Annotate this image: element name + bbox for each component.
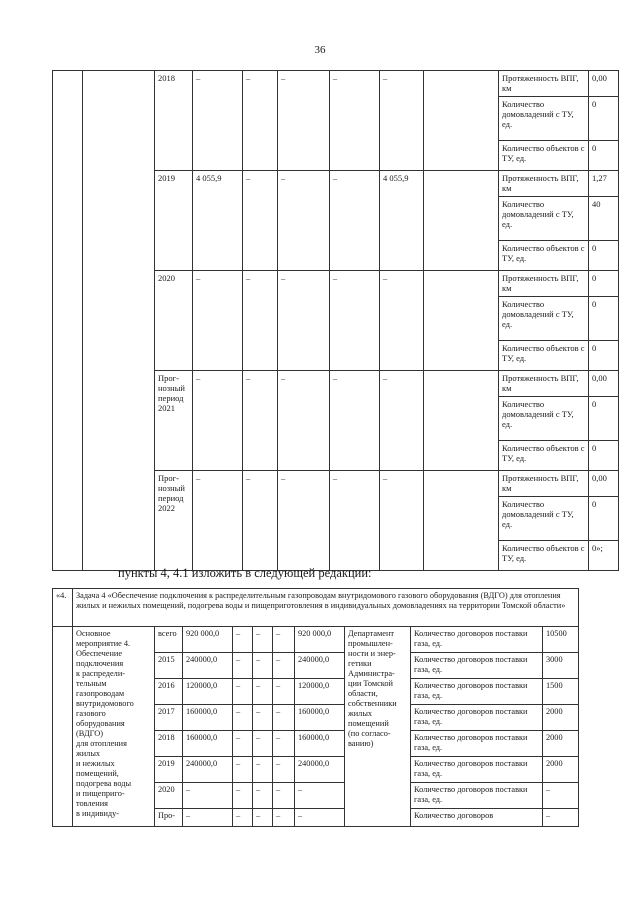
funding-cell: – bbox=[330, 171, 380, 271]
total-cell: 120000,0 bbox=[183, 679, 233, 705]
indicator-name: Количество домовладений с ТУ, ед. bbox=[499, 97, 589, 141]
indicator-value: 0 bbox=[589, 271, 619, 297]
dash-cell: – bbox=[253, 627, 273, 653]
executor-cell bbox=[424, 171, 499, 271]
dash-cell: – bbox=[253, 809, 273, 827]
dash-cell: – bbox=[253, 705, 273, 731]
indicator-value: – bbox=[543, 809, 579, 827]
funding-cell: – bbox=[193, 371, 243, 471]
measure-cell: Основное мероприятие 4. Обеспечение подключения к распредели- тельным газопроводам внутридомового газового оборудования (ВДГО) для отопления жилых и нежилых помещений, подогрева воды и пищеприго- товления в индивиду- bbox=[73, 627, 155, 827]
funding-cell: – bbox=[243, 71, 278, 171]
executor-cell bbox=[424, 271, 499, 371]
period-cell: 2020 bbox=[155, 783, 183, 809]
indicator-value: 0 bbox=[589, 297, 619, 341]
indicator-name: Количество домовладений с ТУ, ед. bbox=[499, 197, 589, 241]
total-cell: – bbox=[183, 809, 233, 827]
indicator-value: 0 bbox=[589, 397, 619, 441]
other-source-cell: 240000,0 bbox=[295, 653, 345, 679]
year-cell: 2018 bbox=[155, 71, 193, 171]
indicator-value: 2000 bbox=[543, 757, 579, 783]
executor-cell: Департамент промышлен- ности и энер- гетики Администра- ции Томской области, собственники жилых помещений (по согласо- ванию) bbox=[345, 627, 411, 827]
other-source-cell: 240000,0 bbox=[295, 757, 345, 783]
indicator-value: 1500 bbox=[543, 679, 579, 705]
top-table bbox=[52, 70, 619, 571]
funding-cell: – bbox=[278, 171, 330, 271]
year-cell: 2020 bbox=[155, 271, 193, 371]
period-cell: всего bbox=[155, 627, 183, 653]
funding-cell: – bbox=[278, 371, 330, 471]
indicator-name: Количество объектов с ТУ, ед. bbox=[499, 241, 589, 271]
funding-cell: – bbox=[278, 71, 330, 171]
dash-cell: – bbox=[273, 653, 295, 679]
dash-cell: – bbox=[253, 783, 273, 809]
dash-cell: – bbox=[233, 783, 253, 809]
dash-cell: – bbox=[233, 705, 253, 731]
funding-cell: – bbox=[380, 71, 424, 171]
indicator-name: Количество объектов с ТУ, ед. bbox=[499, 141, 589, 171]
indicator-value: 40 bbox=[589, 197, 619, 241]
table-row bbox=[53, 627, 579, 653]
period-cell: 2015 bbox=[155, 653, 183, 679]
total-cell: – bbox=[183, 783, 233, 809]
funding-cell: 4 055,9 bbox=[380, 171, 424, 271]
indicator-value: 10500 bbox=[543, 627, 579, 653]
indicator-name: Протяженность ВПГ, км bbox=[499, 371, 589, 397]
funding-cell: – bbox=[243, 471, 278, 571]
other-source-cell: 920 000,0 bbox=[295, 627, 345, 653]
total-cell: 240000,0 bbox=[183, 653, 233, 679]
blank-number-cell bbox=[53, 627, 73, 827]
indicator-value: 0 bbox=[589, 141, 619, 171]
indicator-name: Протяженность ВПГ, км bbox=[499, 471, 589, 497]
dash-cell: – bbox=[233, 679, 253, 705]
funding-cell: – bbox=[278, 471, 330, 571]
period-cell: Про- bbox=[155, 809, 183, 827]
bottom-table bbox=[52, 588, 579, 827]
funding-cell: – bbox=[193, 471, 243, 571]
indicator-value: 0,00 bbox=[589, 471, 619, 497]
dash-cell: – bbox=[273, 731, 295, 757]
dash-cell: – bbox=[273, 783, 295, 809]
task-row bbox=[53, 589, 579, 627]
dash-cell: – bbox=[253, 653, 273, 679]
indicator-name: Протяженность ВПГ, км bbox=[499, 271, 589, 297]
other-source-cell: 160000,0 bbox=[295, 731, 345, 757]
dash-cell: – bbox=[273, 627, 295, 653]
funding-cell: – bbox=[330, 271, 380, 371]
funding-cell: – bbox=[380, 371, 424, 471]
dash-cell: – bbox=[273, 705, 295, 731]
total-cell: 240000,0 bbox=[183, 757, 233, 783]
blank-cell-b bbox=[83, 71, 155, 571]
indicator-name: Количество домовладений с ТУ, ед. bbox=[499, 297, 589, 341]
funding-cell: – bbox=[193, 71, 243, 171]
funding-cell: – bbox=[193, 271, 243, 371]
task-text: Задача 4 «Обеспечение подключения к распределительным газопроводам внутридомового газового оборудования (ВДГО) для отопления жилых и нежилых помещений, подогрева воды и пищеприготовления в индивидуальных домовладениях на территории Томской области» bbox=[73, 589, 579, 627]
executor-cell bbox=[424, 371, 499, 471]
funding-cell: – bbox=[330, 471, 380, 571]
indicator-name: Количество договоров поставки газа, ед. bbox=[411, 627, 543, 653]
indicator-name: Количество договоров поставки газа, ед. bbox=[411, 757, 543, 783]
period-cell: 2017 bbox=[155, 705, 183, 731]
indicator-value: 0,00 bbox=[589, 371, 619, 397]
other-source-cell: 120000,0 bbox=[295, 679, 345, 705]
indicator-value: 0 bbox=[589, 241, 619, 271]
funding-cell: – bbox=[380, 271, 424, 371]
indicator-name: Количество договоров поставки газа, ед. bbox=[411, 679, 543, 705]
year-cell: 2019 bbox=[155, 171, 193, 271]
dash-cell: – bbox=[233, 731, 253, 757]
funding-cell: – bbox=[330, 71, 380, 171]
indicator-value: 3000 bbox=[543, 653, 579, 679]
indicator-value: 2000 bbox=[543, 731, 579, 757]
indicator-name: Количество договоров поставки газа, ед. bbox=[411, 653, 543, 679]
top-table-row bbox=[53, 71, 619, 97]
funding-cell: – bbox=[330, 371, 380, 471]
period-cell: 2018 bbox=[155, 731, 183, 757]
dash-cell: – bbox=[273, 757, 295, 783]
funding-cell: – bbox=[278, 271, 330, 371]
indicator-name: Количество домовладений с ТУ, ед. bbox=[499, 497, 589, 541]
task-number: «4. bbox=[53, 589, 73, 627]
period-cell: 2016 bbox=[155, 679, 183, 705]
indicator-name: Количество договоров поставки газа, ед. bbox=[411, 783, 543, 809]
dash-cell: – bbox=[273, 679, 295, 705]
indicator-value: 0»; bbox=[589, 541, 619, 571]
indicator-name: Протяженность ВПГ, км bbox=[499, 171, 589, 197]
year-cell: Прог- нозный период 2021 bbox=[155, 371, 193, 471]
indicator-value: 0 bbox=[589, 441, 619, 471]
indicator-value: 1,27 bbox=[589, 171, 619, 197]
executor-cell bbox=[424, 471, 499, 571]
indicator-value: 2000 bbox=[543, 705, 579, 731]
year-cell: Прог- нозный период 2022 bbox=[155, 471, 193, 571]
indicator-name: Количество объектов с ТУ, ед. bbox=[499, 541, 589, 571]
other-source-cell: – bbox=[295, 809, 345, 827]
indicator-value: – bbox=[543, 783, 579, 809]
other-source-cell: 160000,0 bbox=[295, 705, 345, 731]
period-cell: 2019 bbox=[155, 757, 183, 783]
dash-cell: – bbox=[253, 757, 273, 783]
funding-cell: 4 055,9 bbox=[193, 171, 243, 271]
indicator-value: 0 bbox=[589, 341, 619, 371]
indicator-value: 0,00 bbox=[589, 71, 619, 97]
indicator-value: 0 bbox=[589, 497, 619, 541]
dash-cell: – bbox=[253, 679, 273, 705]
dash-cell: – bbox=[233, 627, 253, 653]
indicator-name: Количество объектов с ТУ, ед. bbox=[499, 441, 589, 471]
indicator-name: Количество договоров поставки газа, ед. bbox=[411, 705, 543, 731]
other-source-cell: – bbox=[295, 783, 345, 809]
total-cell: 160000,0 bbox=[183, 731, 233, 757]
dash-cell: – bbox=[273, 809, 295, 827]
dash-cell: – bbox=[233, 653, 253, 679]
indicator-name: Количество договоров поставки газа, ед. bbox=[411, 731, 543, 757]
funding-cell: – bbox=[243, 171, 278, 271]
indicator-name: Протяженность ВПГ, км bbox=[499, 71, 589, 97]
total-cell: 920 000,0 bbox=[183, 627, 233, 653]
funding-cell: – bbox=[380, 471, 424, 571]
blank-cell-a bbox=[53, 71, 83, 571]
dash-cell: – bbox=[253, 731, 273, 757]
indicator-name: Количество объектов с ТУ, ед. bbox=[499, 341, 589, 371]
funding-cell: – bbox=[243, 371, 278, 471]
indicator-name: Количество домовладений с ТУ, ед. bbox=[499, 397, 589, 441]
executor-cell bbox=[424, 71, 499, 171]
dash-cell: – bbox=[233, 809, 253, 827]
page-number: 36 bbox=[314, 44, 326, 56]
funding-cell: – bbox=[243, 271, 278, 371]
dash-cell: – bbox=[233, 757, 253, 783]
instruction-text: пункты 4, 4.1 изложить в следующей редакции: bbox=[118, 566, 372, 580]
indicator-value: 0 bbox=[589, 97, 619, 141]
total-cell: 160000,0 bbox=[183, 705, 233, 731]
indicator-name: Количество договоров bbox=[411, 809, 543, 827]
